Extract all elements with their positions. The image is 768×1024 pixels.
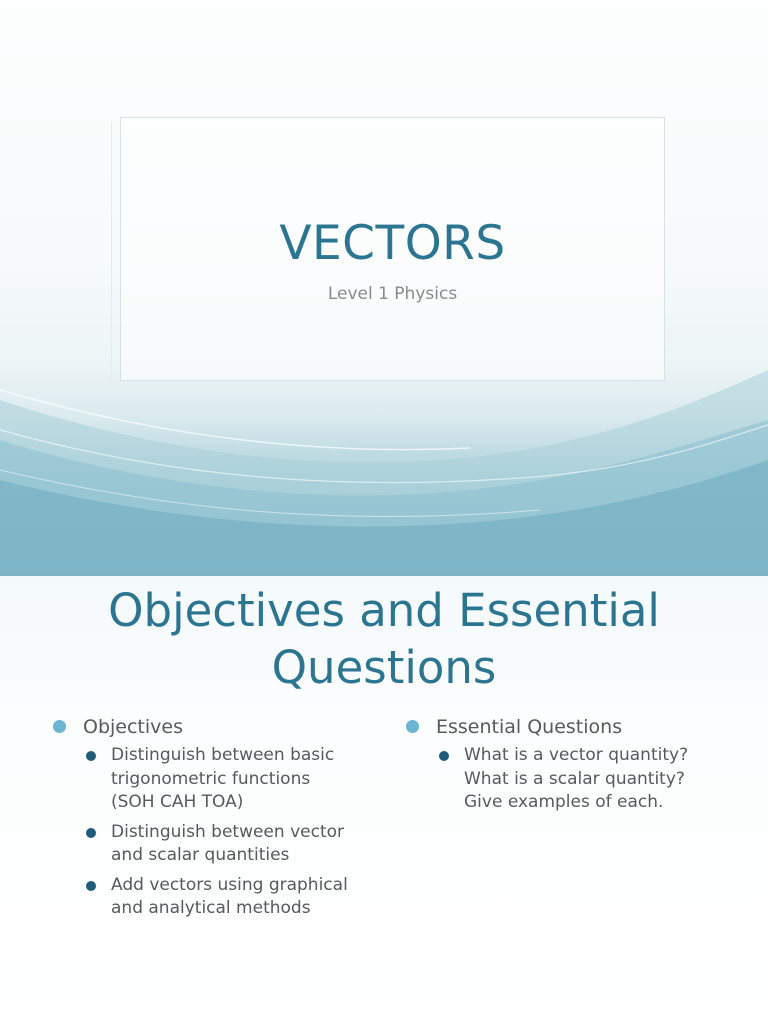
bullet-icon (53, 720, 66, 733)
essential-questions-column (406, 714, 696, 821)
objectives-label-text: Objectives (83, 716, 183, 738)
list-item-text: Distinguish between basic trigonometric functions (SOH CAH TOA) (111, 745, 335, 812)
bullet-icon (439, 751, 449, 761)
essential-questions-label-text: Essential Questions (436, 716, 623, 738)
bullet-icon (406, 720, 419, 733)
essential-questions-list (406, 744, 696, 815)
list-item-text: Distinguish between vector and scalar quantities (111, 821, 344, 865)
objectives-column (53, 714, 353, 927)
title-frame (120, 117, 665, 381)
bullet-icon (86, 881, 96, 891)
objectives-list (53, 744, 353, 921)
slide-subtitle: Level 1 Physics (327, 284, 458, 304)
slide-heading: Objectives and Essential Questions (108, 584, 660, 694)
list-item (53, 821, 353, 868)
essential-questions-label (406, 714, 696, 740)
list-item (53, 874, 353, 921)
list-item-text: Add vectors using graphical and analytical methods (111, 874, 348, 918)
bullet-icon (86, 828, 96, 838)
list-item (406, 744, 696, 815)
list-item-text: What is a vector quantity? What is a scalar quantity? Give examples of each. (464, 745, 689, 812)
objectives-slide (0, 576, 768, 1024)
slide-title: VECTORS (279, 216, 506, 271)
list-item (53, 744, 353, 815)
bullet-icon (86, 751, 96, 761)
objectives-label (53, 714, 353, 740)
